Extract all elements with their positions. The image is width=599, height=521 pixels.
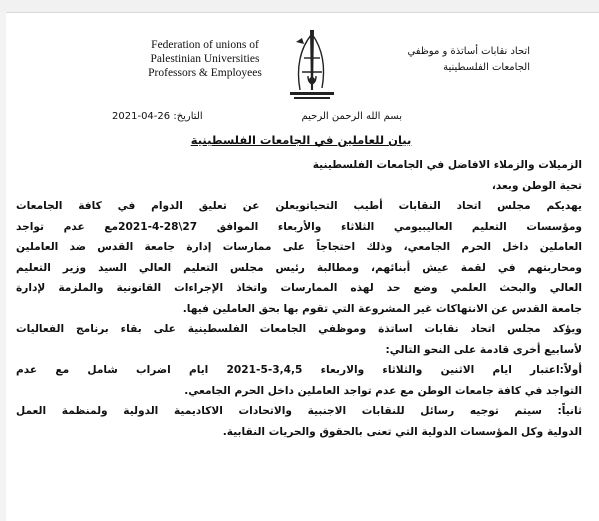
body-line: ومؤسسات التعليم العاليبيومي الثلاثاء والأربعاء الموافق 27\28-4-2021مع عدم تواجد <box>16 220 582 233</box>
letterhead-arabic-line: اتحاد نقابات أساتذة و موظفي <box>407 46 530 57</box>
body-line: ومحاربتهم في لقمة عيش أبنائهم، ومطالبة رئيس مجلس التعليم العالي السيد وزير التعليم <box>16 261 582 274</box>
letterhead-english <box>130 38 280 80</box>
second-action-line: ثانياً: سيتم توجيه رسائل للنقابات الاجنبية والاتحادات الاكاديمية الدولية ولمنظمة العمل <box>16 405 582 417</box>
greeting-line: تحية الوطن وبعد، <box>491 179 582 192</box>
letterhead-english-line: Palestinian Universities <box>150 53 260 65</box>
document-title: بيان للعاملين في الجامعات الفلسطينية <box>190 133 412 147</box>
body-line: جامعة القدس عن الانتهاكات غير المشروعة التي تقوم بها بحق العاملين فيها. <box>182 302 582 315</box>
salutation-line: الزميلات والزملاء الافاضل في الجامعات الفلسطينية <box>312 159 582 171</box>
second-action-line: الدولية وكل المؤسسات الدولية التي تعنى بالحقوق والحريات النقابية. <box>222 425 582 438</box>
letterhead-arabic-line: الجامعات الفلسطينية <box>443 62 530 73</box>
letterhead-arabic <box>370 44 530 76</box>
body-line: يهديكم مجلس اتحاد النقابات أطيب التحياتويعلن عن تعليق الدوام في كافة الجامعات <box>16 200 582 212</box>
letterhead-english-line: Federation of unions of <box>151 39 259 51</box>
page-left-edge <box>0 12 6 521</box>
body-line: العالي والبحث العلمي وضع حد لهذه الممارسات واتخاذ الإجراءات القانونية والملزمة لإدارة <box>16 282 582 294</box>
date-label: التاريخ: 26-04-2021 <box>112 111 203 122</box>
first-action-line: أولاً:اعتبار ايام الاثنين والثلاثاء والاربعاء 3,4,5-5-2021 ايام اضراب شامل مع عدم <box>16 364 582 376</box>
federation-logo <box>282 28 342 106</box>
first-action-line: التواجد في كافة جامعات الوطن مع عدم تواجد العاملين داخل الحرم الجامعي. <box>184 384 582 397</box>
letterhead-english-line: Professors & Employees <box>148 67 262 79</box>
meta-row <box>112 111 402 125</box>
body-line: لأسابيع أخرى قادمة على النحو التالي: <box>385 343 582 356</box>
body-line: ويؤكد مجلس اتحاد نقابات اساتذة وموظفي الجامعات الفلسطينية على بقاء برنامج الفعاليات <box>16 323 582 335</box>
body-line: العاملين داخل الحرم الجامعي، وذلك احتجاجاً على ممارسات إدارة جامعة القدس ضد العاملين <box>16 241 582 253</box>
bismillah: بسم الله الرحمن الرحيم <box>301 111 402 122</box>
page-top-edge <box>0 0 599 13</box>
statement-body <box>16 155 582 442</box>
